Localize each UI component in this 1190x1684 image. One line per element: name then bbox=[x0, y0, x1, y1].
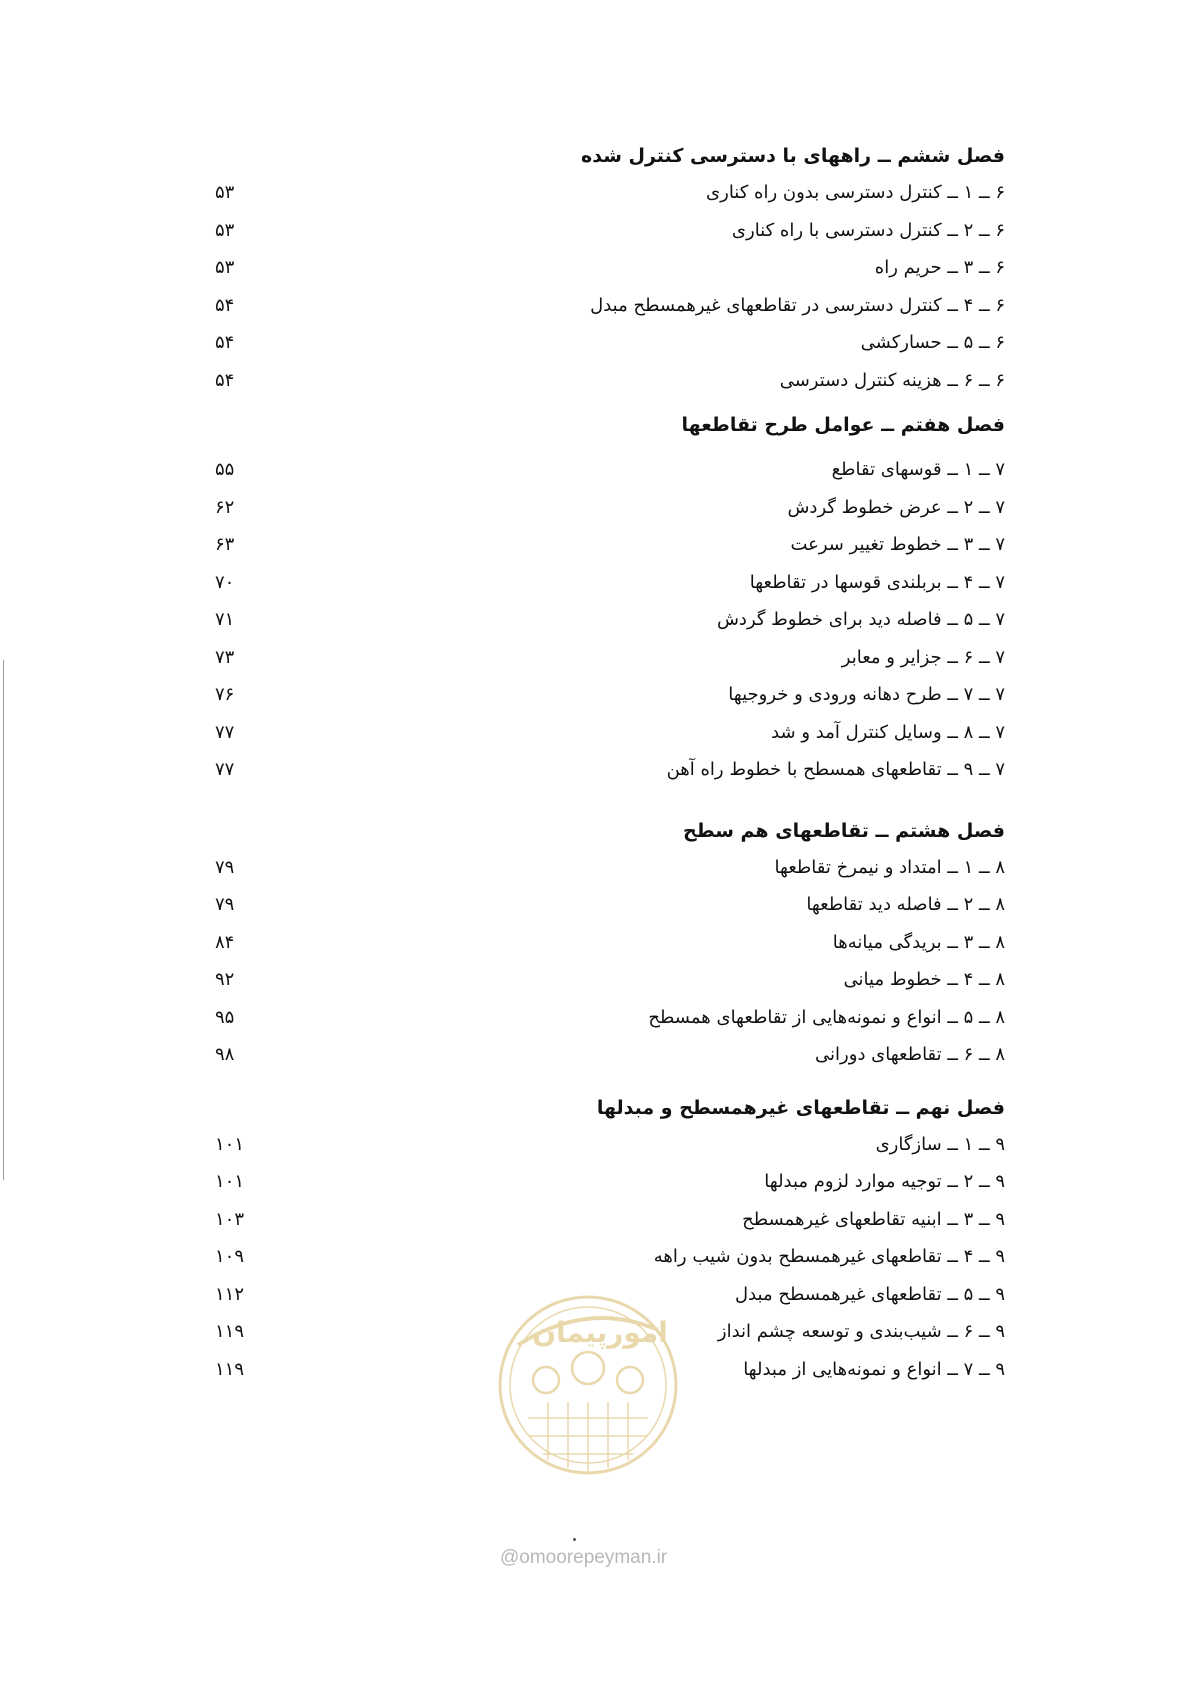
entry-title: ۸ ــ ۴ ــ خطوط میانی bbox=[843, 969, 1005, 991]
toc-entry bbox=[215, 961, 1005, 999]
entry-title: ۷ ــ ۱ ــ قوسهای تقاطع bbox=[831, 459, 1005, 481]
entry-page-number: ۱۱۹ bbox=[215, 1358, 245, 1380]
toc-entry bbox=[215, 1126, 1005, 1164]
chapter-title: فصل ششم ــ راههای با دسترسی کنترل شده bbox=[581, 145, 1005, 167]
entry-page-number: ۱۱۹ bbox=[215, 1321, 245, 1343]
entry-page-number: ۱۱۲ bbox=[215, 1283, 245, 1305]
chapter-title: فصل هشتم ــ تقاطعهای هم سطح bbox=[683, 819, 1005, 842]
entry-title: ۷ ــ ۲ ــ عرض خطوط گردش bbox=[787, 496, 1005, 518]
entry-page-number: ۶۲ bbox=[215, 496, 235, 518]
scan-speck bbox=[573, 1538, 576, 1541]
entry-title: ۶ ــ ۳ ــ حریم راه bbox=[874, 257, 1005, 279]
entry-title: ۷ ــ ۴ ــ بربلندی قوسها در تقاطعها bbox=[749, 571, 1005, 593]
watermark-url: @omoorepeyman.ir bbox=[500, 1547, 668, 1568]
entry-page-number: ۷۹ bbox=[215, 856, 235, 878]
entry-title: ۷ ــ ۷ ــ طرح دهانه ورودی و خروجیها bbox=[728, 684, 1005, 706]
entry-title: ۸ ــ ۳ ــ بریدگی میانه‌ها bbox=[832, 931, 1005, 953]
spacer bbox=[215, 789, 1005, 813]
entry-page-number: ۹۵ bbox=[215, 1006, 235, 1028]
toc-entry bbox=[215, 1036, 1005, 1074]
table-of-contents bbox=[215, 138, 1005, 1388]
entry-title: ۹ ــ ۵ ــ تقاطعهای غیرهمسطح مبدل bbox=[735, 1283, 1005, 1305]
entry-title: ۹ ــ ۱ ــ سازگاری bbox=[875, 1133, 1005, 1155]
toc-entry bbox=[215, 564, 1005, 602]
entry-page-number: ۱۰۹ bbox=[215, 1246, 245, 1268]
toc-entry bbox=[215, 999, 1005, 1037]
chapter-title: فصل هفتم ــ عوامل طرح تقاطعها bbox=[681, 414, 1005, 436]
entry-title: ۹ ــ ۲ ــ توجیه موارد لزوم مبدلها bbox=[764, 1171, 1005, 1193]
entry-page-number: ۷۷ bbox=[215, 721, 235, 743]
entry-page-number: ۱۰۱ bbox=[215, 1171, 245, 1193]
entry-title: ۷ ــ ۵ ــ فاصله دید برای خطوط گردش bbox=[716, 609, 1005, 631]
watermark-logo-text: امورپیمان bbox=[532, 1316, 668, 1349]
toc-entry bbox=[215, 174, 1005, 212]
entry-title: ۸ ــ ۱ ــ امتداد و نیمرخ تقاطعها bbox=[774, 856, 1005, 878]
chapter-7 bbox=[215, 407, 1005, 789]
entry-title: ۹ ــ ۷ ــ انواع و نمونه‌هایی از مبدلها bbox=[743, 1358, 1005, 1380]
entry-page-number: ۷۰ bbox=[215, 571, 235, 593]
toc-entry bbox=[215, 1163, 1005, 1201]
entry-page-number: ۸۴ bbox=[215, 931, 235, 953]
entry-page-number: ۵۴ bbox=[215, 369, 235, 391]
entry-title: ۶ ــ ۶ ــ هزینه کنترل دسترسی bbox=[779, 369, 1005, 391]
entry-title: ۶ ــ ۵ ــ حسارکشی bbox=[860, 332, 1005, 354]
toc-entry bbox=[215, 249, 1005, 287]
entry-page-number: ۵۴ bbox=[215, 332, 235, 354]
entry-page-number: ۹۲ bbox=[215, 969, 235, 991]
watermark-logo bbox=[488, 1290, 688, 1480]
toc-entry bbox=[215, 451, 1005, 489]
entry-page-number: ۵۳ bbox=[215, 257, 235, 279]
chapter-8 bbox=[215, 813, 1005, 1074]
entry-title: ۹ ــ ۳ ــ ابنیه تقاطعهای غیرهمسطح bbox=[742, 1208, 1005, 1230]
entry-page-number: ۷۳ bbox=[215, 646, 235, 668]
spacer bbox=[215, 399, 1005, 407]
entry-page-number: ۱۰۱ bbox=[215, 1133, 245, 1155]
entry-title: ۷ ــ ۸ ــ وسایل کنترل آمد و شد bbox=[771, 721, 1005, 743]
entry-title: ۹ ــ ۶ ــ شیب‌بندی و توسعه چشم انداز bbox=[717, 1321, 1005, 1343]
toc-entry bbox=[215, 362, 1005, 400]
toc-entry bbox=[215, 1201, 1005, 1239]
toc-entry bbox=[215, 489, 1005, 527]
entry-page-number: ۷۹ bbox=[215, 894, 235, 916]
entry-title: ۷ ــ ۶ ــ جزایر و معابر bbox=[841, 646, 1005, 668]
entry-title: ۶ ــ ۱ ــ کنترل دسترسی بدون راه کناری bbox=[706, 182, 1005, 204]
entry-page-number: ۷۶ bbox=[215, 684, 235, 706]
chapter-title: فصل نهم ــ تقاطعهای غیرهمسطح و مبدلها bbox=[596, 1096, 1005, 1119]
toc-entry bbox=[215, 751, 1005, 789]
toc-entry bbox=[215, 924, 1005, 962]
entry-page-number: ۱۰۳ bbox=[215, 1208, 245, 1230]
toc-entry bbox=[215, 849, 1005, 887]
toc-entry bbox=[215, 639, 1005, 677]
toc-entry bbox=[215, 526, 1005, 564]
entry-page-number: ۹۸ bbox=[215, 1044, 235, 1066]
spacer bbox=[215, 443, 1005, 451]
entry-title: ۷ ــ ۹ ــ تقاطعهای همسطح با خطوط راه آهن bbox=[666, 759, 1005, 781]
entry-title: ۸ ــ ۲ ــ فاصله دید تقاطعها bbox=[806, 894, 1005, 916]
entry-title: ۶ ــ ۲ ــ کنترل دسترسی با راه کناری bbox=[731, 219, 1005, 241]
entry-page-number: ۵۳ bbox=[215, 182, 235, 204]
toc-entry bbox=[215, 324, 1005, 362]
toc-entry bbox=[215, 212, 1005, 250]
toc-entry bbox=[215, 287, 1005, 325]
entry-page-number: ۵۴ bbox=[215, 294, 235, 316]
entry-page-number: ۶۳ bbox=[215, 534, 235, 556]
toc-entry bbox=[215, 714, 1005, 752]
entry-page-number: ۷۷ bbox=[215, 759, 235, 781]
toc-entry bbox=[215, 886, 1005, 924]
entry-title: ۹ ــ ۴ ــ تقاطعهای غیرهمسطح بدون شیب راهه bbox=[653, 1246, 1005, 1268]
toc-entry bbox=[215, 601, 1005, 639]
entry-title: ۷ ــ ۳ ــ خطوط تغییر سرعت bbox=[790, 534, 1005, 556]
spacer bbox=[215, 1074, 1005, 1090]
toc-entry bbox=[215, 676, 1005, 714]
entry-title: ۶ ــ ۴ ــ کنترل دسترسی در تقاطعهای غیرهمسطح مبدل bbox=[590, 294, 1005, 316]
entry-page-number: ۵۵ bbox=[215, 459, 235, 481]
scan-edge-line bbox=[3, 660, 4, 1180]
entry-page-number: ۵۳ bbox=[215, 219, 235, 241]
toc-entry bbox=[215, 1238, 1005, 1276]
entry-title: ۸ ــ ۶ ــ تقاطعهای دورانی bbox=[815, 1044, 1005, 1066]
chapter-6 bbox=[215, 138, 1005, 399]
entry-page-number: ۷۱ bbox=[215, 609, 235, 631]
entry-title: ۸ ــ ۵ ــ انواع و نمونه‌هایی از تقاطعهای همسطح bbox=[648, 1006, 1005, 1028]
